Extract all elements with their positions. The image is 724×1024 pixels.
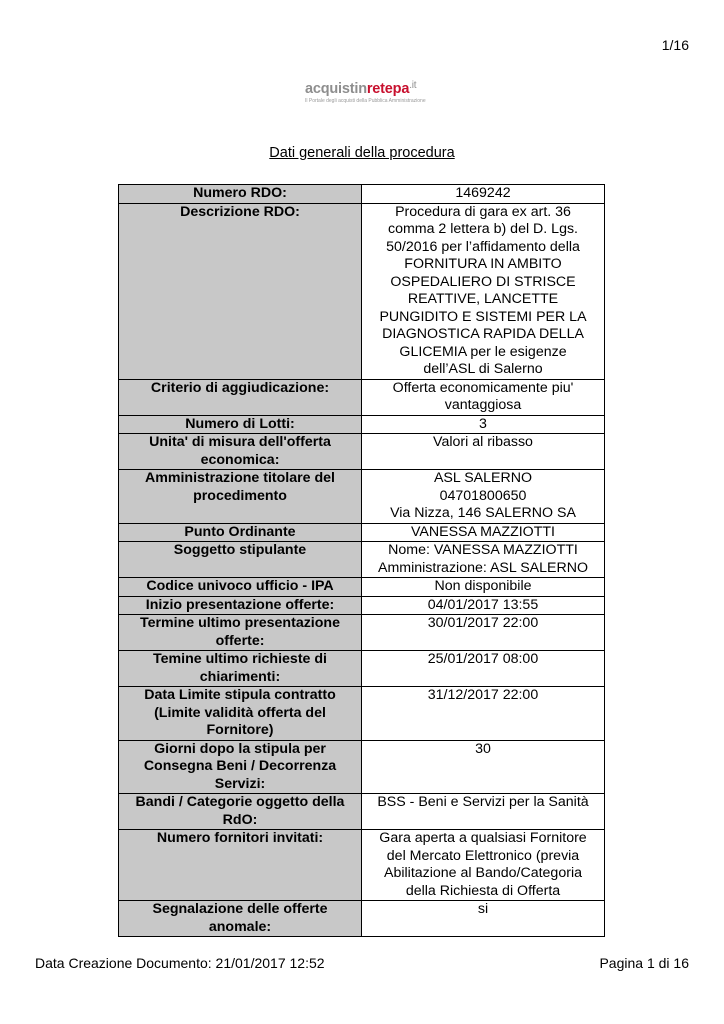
row-value <box>362 615 605 651</box>
row-value <box>362 651 605 687</box>
row-label: Data Limite stipula contratto (Limite validità offerta del Fornitore) <box>119 687 362 741</box>
row-value <box>362 542 605 578</box>
row-label: Unita' di misura dell'offerta economica: <box>119 434 362 470</box>
row-value <box>362 185 605 204</box>
table-row <box>119 185 605 204</box>
row-label: Descrizione RDO: <box>119 203 362 379</box>
row-label: Numero RDO: <box>119 185 362 204</box>
table-row <box>119 434 605 470</box>
value-line: Non disponibile <box>434 578 532 594</box>
value-line: ASL SALERNO <box>433 470 533 486</box>
value-line: REATTIVE, LANCETTE <box>407 291 559 307</box>
row-value <box>362 578 605 597</box>
page-counter: 1/16 <box>661 37 689 53</box>
row-label: Termine ultimo presentazione offerte: <box>119 615 362 651</box>
logo-wordmark <box>305 78 435 97</box>
row-label: Soggetto stipulante <box>119 542 362 578</box>
row-value <box>362 901 605 937</box>
value-line: Amministrazione: ASL SALERNO <box>378 559 588 576</box>
document-creation-date: Data Creazione Documento: 21/01/2017 12:52 <box>35 955 325 971</box>
table-row <box>119 578 605 597</box>
value-line: 30/01/2017 22:00 <box>427 615 539 631</box>
value-line: 50/2016 per l’affidamento della <box>386 238 580 255</box>
value-line: Abilitazione al Bando/Categoria <box>384 865 582 881</box>
logo-part-1: acquistin <box>305 81 367 97</box>
row-label: Codice univoco ufficio - IPA <box>119 578 362 597</box>
table-row <box>119 794 605 830</box>
table-row <box>119 596 605 615</box>
row-label: Bandi / Categorie oggetto della RdO: <box>119 794 362 830</box>
document-title: Dati generali della procedura <box>269 145 455 161</box>
row-value <box>362 415 605 434</box>
value-line: 31/12/2017 22:00 <box>427 687 539 703</box>
value-line: si <box>477 901 489 917</box>
value-line: OSPEDALIERO DI STRISCE <box>390 273 576 290</box>
logo-part-3: .it <box>409 80 417 91</box>
value-line: Procedura di gara ex art. 36 <box>395 203 571 220</box>
row-label: Segnalazione delle offerte anomale: <box>119 901 362 937</box>
acquistinretepa-logo <box>305 78 435 104</box>
value-line: Valori al ribasso <box>433 434 533 450</box>
value-line: Gara aperta a qualsiasi Fornitore <box>379 830 587 846</box>
procedure-data-table <box>118 184 605 937</box>
row-label: Amministrazione titolare del procedimento <box>119 470 362 524</box>
table-row <box>119 615 605 651</box>
value-line: 04701800650 <box>439 487 527 504</box>
table-row <box>119 415 605 434</box>
value-line: 25/01/2017 08:00 <box>427 651 539 667</box>
value-line: GLICEMIA per le esigenze <box>399 343 567 360</box>
row-value <box>362 794 605 830</box>
value-line: dell’ASL di Salerno <box>423 361 543 377</box>
value-line: 30 <box>475 740 491 757</box>
value-line: BSS - Beni e Servizi per la Sanità <box>377 794 589 810</box>
row-label: Criterio di aggiudicazione: <box>119 379 362 415</box>
table-row <box>119 651 605 687</box>
row-label: Temine ultimo richieste di chiarimenti: <box>119 651 362 687</box>
row-value <box>362 830 605 901</box>
row-value <box>362 523 605 542</box>
value-line: Via Nizza, 146 SALERNO SA <box>390 505 576 521</box>
value-line: 3 <box>479 415 487 432</box>
row-value <box>362 596 605 615</box>
row-value <box>362 687 605 741</box>
row-label: Punto Ordinante <box>119 523 362 542</box>
value-line: comma 2 lettera b) del D. Lgs. <box>387 221 579 237</box>
table-row <box>119 542 605 578</box>
row-value <box>362 379 605 415</box>
row-label: Giorni dopo la stipula per Consegna Beni / Decorrenza Servizi: <box>119 740 362 794</box>
value-line: DIAGNOSTICA RAPIDA DELLA <box>382 326 584 342</box>
logo-tagline: Il Portale degli acquisti della Pubblica Amministrazione <box>305 98 426 104</box>
value-line: vantaggiosa <box>444 397 522 413</box>
row-value <box>362 470 605 524</box>
row-value <box>362 203 605 379</box>
row-label: Numero fornitori invitati: <box>119 830 362 901</box>
value-line: FORNITURA IN AMBITO <box>404 256 562 272</box>
row-label: Numero di Lotti: <box>119 415 362 434</box>
row-value <box>362 740 605 794</box>
row-value <box>362 434 605 470</box>
value-line: 04/01/2017 13:55 <box>427 596 539 613</box>
table-row <box>119 687 605 741</box>
value-line: PUNGIDITO E SISTEMI PER LA <box>379 308 587 325</box>
value-line: della Richiesta di Offerta <box>405 882 561 899</box>
value-line: 1469242 <box>455 185 511 201</box>
table-row <box>119 740 605 794</box>
value-line: del Mercato Elettronico (previa <box>386 847 580 864</box>
table-row <box>119 203 605 379</box>
table-row <box>119 830 605 901</box>
value-line: Nome: VANESSA MAZZIOTTI <box>388 542 578 558</box>
footer-page-number: Pagina 1 di 16 <box>599 955 689 971</box>
value-line: VANESSA MAZZIOTTI <box>411 523 555 540</box>
table-row <box>119 379 605 415</box>
logo-part-2: retepa <box>366 81 410 97</box>
table-row <box>119 470 605 524</box>
table-row <box>119 901 605 937</box>
row-label: Inizio presentazione offerte: <box>119 596 362 615</box>
table-body <box>119 185 605 937</box>
table-row <box>119 523 605 542</box>
value-line: Offerta economicamente piu' <box>392 379 574 396</box>
